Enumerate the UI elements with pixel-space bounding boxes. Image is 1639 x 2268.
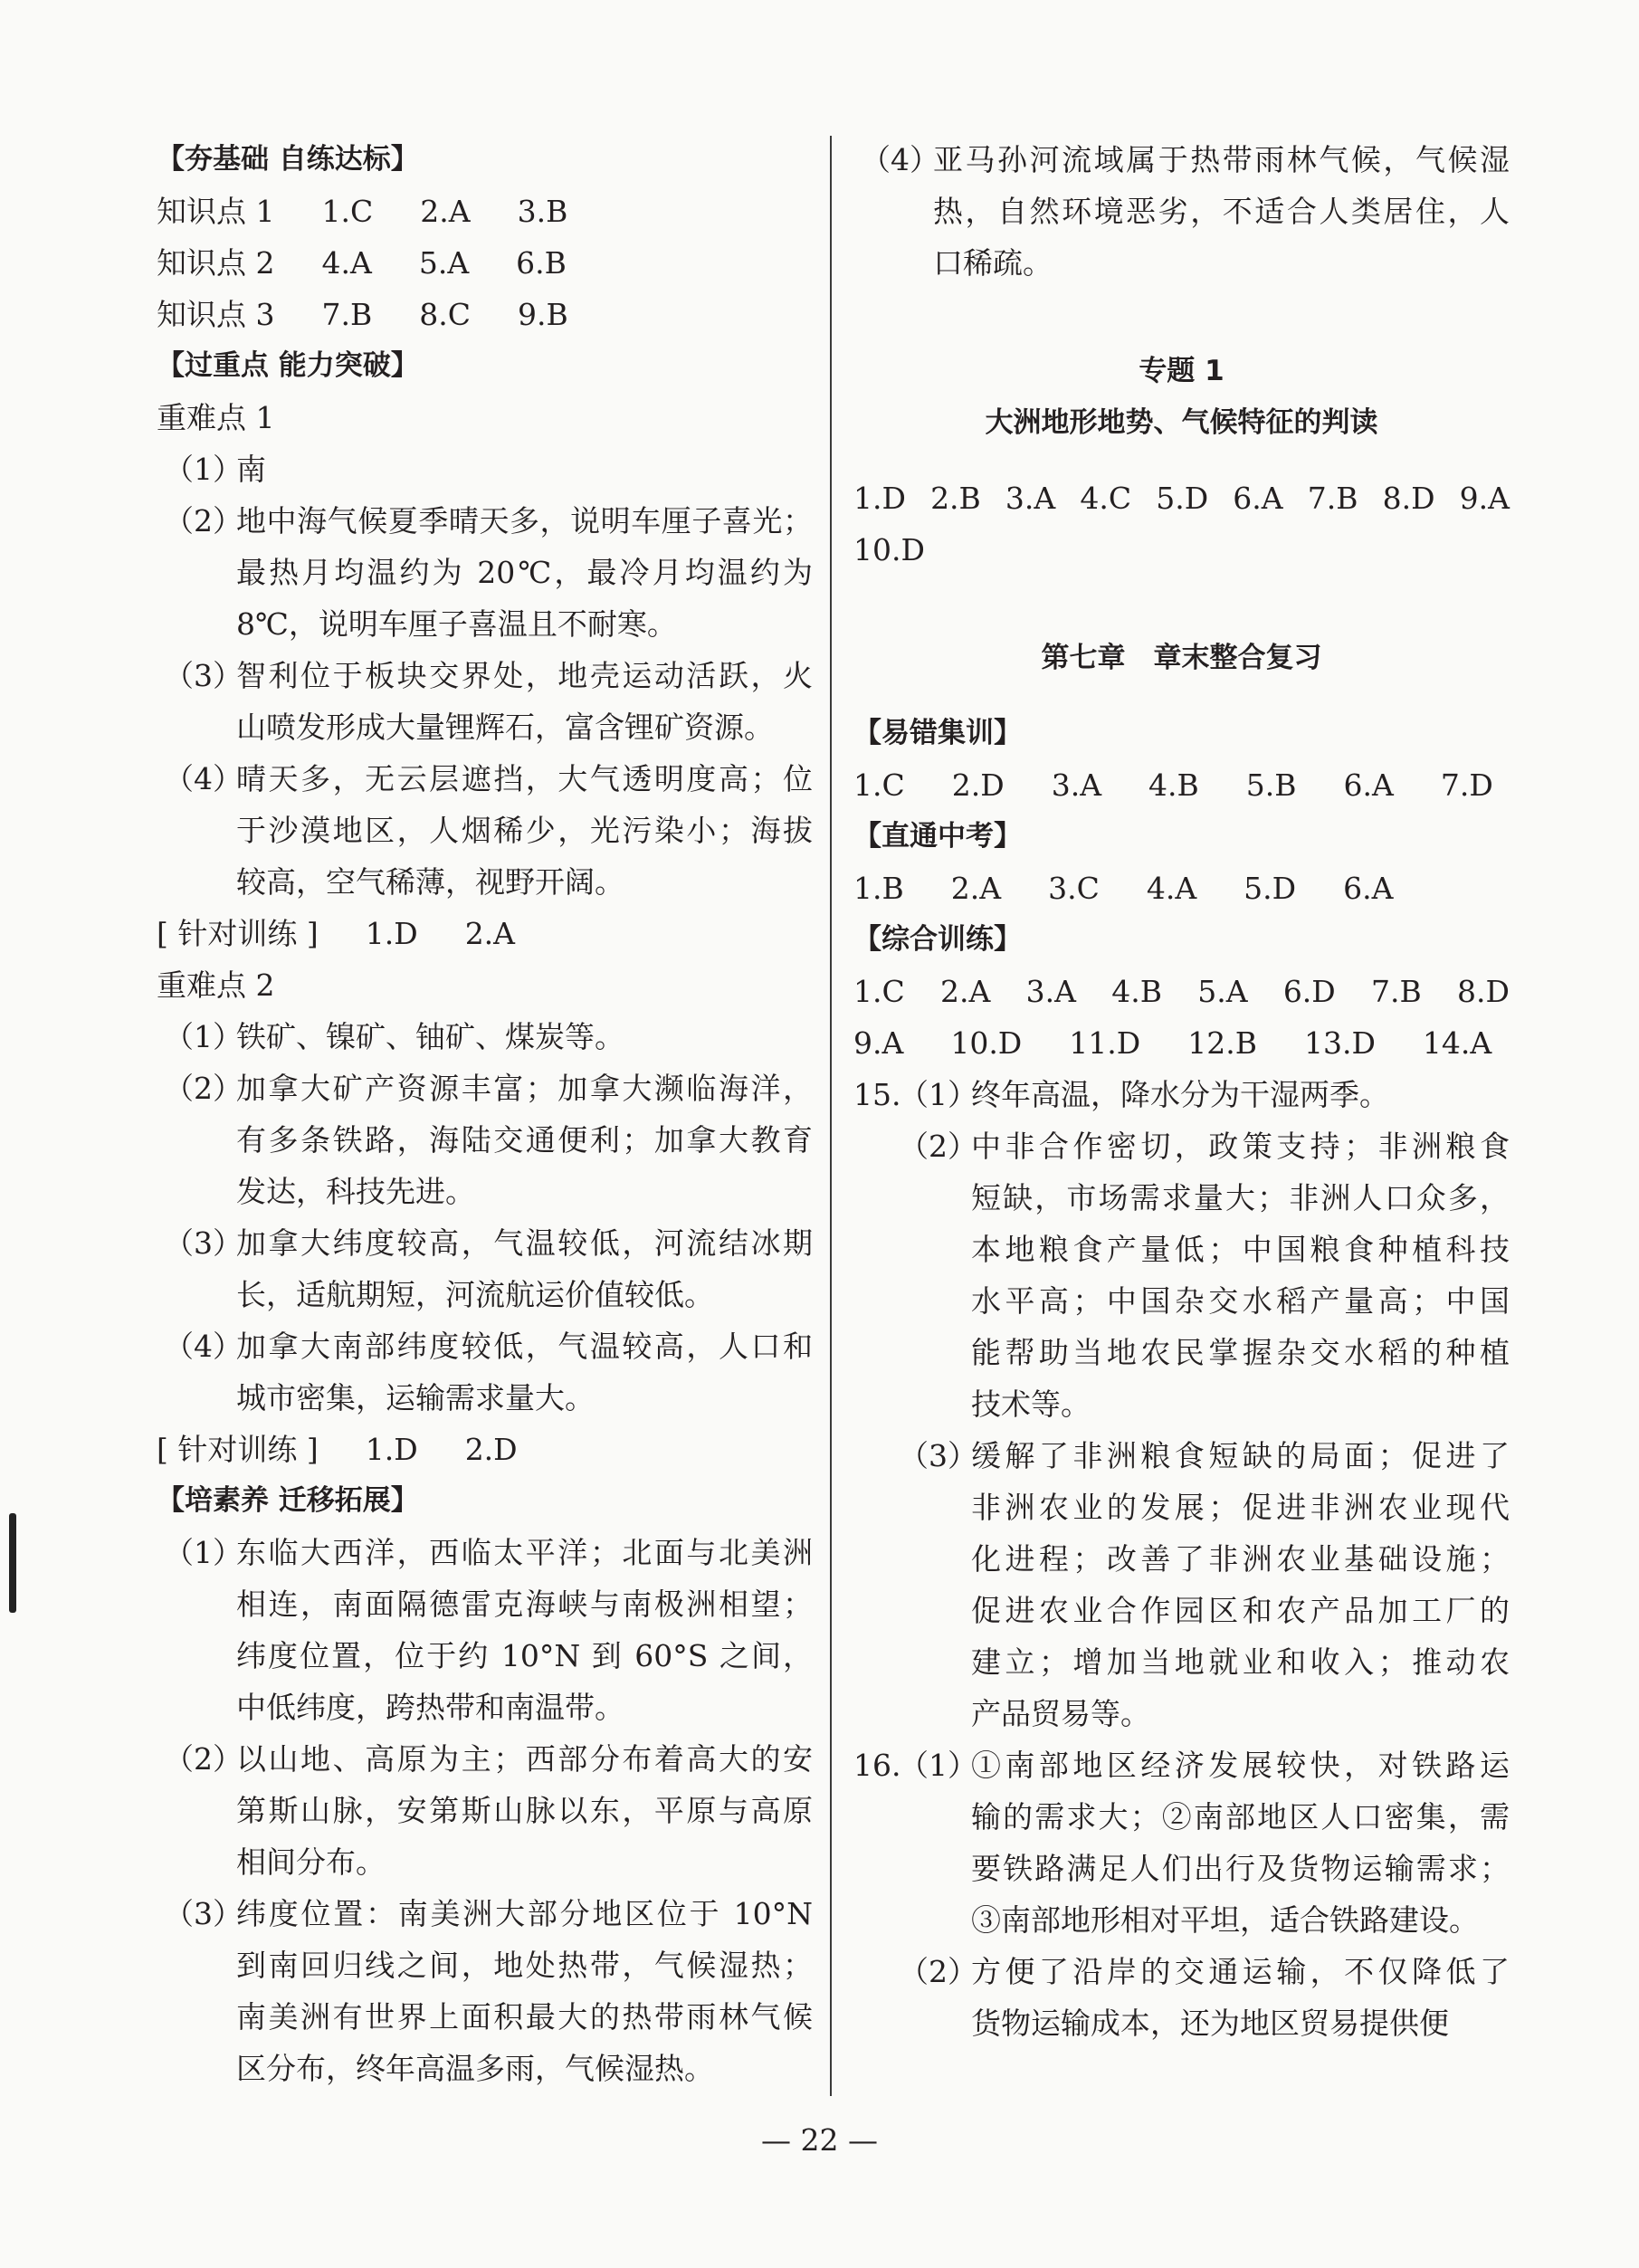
indent (164, 805, 236, 856)
answer-text: 较高，空气稀薄，视野开阔。 (236, 864, 624, 900)
indent (157, 2043, 164, 2094)
answer-choice: 7.B (1371, 974, 1422, 1009)
indent (853, 1585, 899, 1636)
indent (853, 1791, 899, 1843)
answer-text: 相间分布。 (236, 1844, 386, 1880)
answer-text: 方便了沿岸的交通运输，不仅降低了 (971, 1954, 1510, 1989)
indent (157, 1011, 164, 1063)
answer-line (157, 1733, 813, 1785)
indent (157, 1939, 164, 1991)
answer-line (853, 1946, 1510, 1997)
answer-line (157, 753, 813, 805)
answer-choice: 7.B (321, 297, 373, 332)
sub-question-label: （3） (164, 1225, 243, 1261)
answer-text: 热，自然环境恶劣，不适合人类居住，人 (933, 194, 1510, 229)
answer-item (157, 443, 813, 495)
indent (164, 598, 236, 650)
sub-question-label: （1） (899, 1748, 977, 1783)
indent (853, 186, 861, 237)
section-heading: 【培素养 迁移拓展】 (157, 1484, 419, 1517)
indent (157, 753, 164, 805)
answer-line (157, 495, 813, 547)
answer-line (853, 1997, 1510, 2049)
answer-choice: 1.D (365, 1432, 418, 1467)
answer-text: 非洲农业的发展；促进非洲农业现代 (971, 1490, 1510, 1525)
answer-choice: 6.D (1282, 974, 1336, 1009)
answer-text: 中非合作密切，政策支持；非洲粮食 (971, 1129, 1510, 1164)
indent (899, 1636, 971, 1688)
indent (899, 1482, 971, 1533)
answer-choice: 5.D (1244, 871, 1297, 906)
indent (157, 1888, 164, 1939)
answer-item (157, 753, 813, 908)
answer-text: 加拿大矿产资源丰富；加拿大濒临海洋， (236, 1071, 813, 1106)
answer-label: 知识点 2 (157, 245, 275, 281)
centered-title: 第七章 章末整合复习 (1041, 642, 1322, 674)
indent (164, 701, 236, 753)
answer-text: 晴天多，无云层遮挡，大气透明度高；位 (236, 761, 813, 796)
answer-choice: 3.A (1005, 481, 1056, 516)
sub-question-label: （2） (899, 1954, 977, 1989)
answer-text: 缓解了非洲粮食短缺的局面；促进了 (971, 1438, 1510, 1473)
answer-text: 促进农业合作园区和农产品加工厂的 (971, 1593, 1510, 1628)
answer-row (157, 237, 813, 289)
answer-choice: 7.B (1307, 481, 1358, 516)
answer-line (157, 1888, 813, 1939)
answer-choice: 5.D (1156, 481, 1209, 516)
answer-line (853, 1172, 1510, 1224)
indent (164, 1991, 236, 2043)
indent (157, 1217, 164, 1269)
indent (853, 1636, 899, 1688)
answer-text: 铁矿、镍矿、铀矿、煤炭等。 (236, 1019, 624, 1054)
answer-text: 智利位于板块交界处，地壳运动活跃，火 (236, 658, 813, 693)
answer-choice: 6.A (1343, 871, 1394, 906)
answer-choice: 2.A (940, 974, 991, 1009)
indent (157, 1114, 164, 1166)
indent (899, 1224, 971, 1275)
answer-choice: 1.D (365, 916, 418, 951)
answer-text: 货物运输成本，还为地区贸易提供便 (971, 2006, 1449, 2041)
indent (853, 1224, 899, 1275)
answer-line (157, 1166, 813, 1217)
answer-text: 最热月均温约为 20℃，最冷月均温约为 (236, 555, 813, 590)
sub-question-label: （3） (899, 1438, 977, 1473)
answer-line (157, 1114, 813, 1166)
sub-question-label: （4） (164, 761, 243, 796)
answer-line (157, 1011, 813, 1063)
answer-text: 发达，科技先进。 (236, 1174, 475, 1209)
sub-question-label: （1） (164, 1019, 243, 1054)
answer-choice: 7.D (1440, 767, 1493, 803)
answer-line (157, 1682, 813, 1733)
answer-line (157, 547, 813, 598)
answer-text: 要铁路满足人们出行及货物运输需求； (971, 1851, 1510, 1886)
answer-line (853, 1894, 1510, 1946)
answer-line (157, 650, 813, 701)
right-column (853, 134, 1510, 2049)
answer-text: ③南部地形相对平坦，适合铁路建设。 (971, 1902, 1479, 1938)
indent (853, 1482, 899, 1533)
answer-text: 区分布，终年高温多雨，气候湿热。 (236, 2051, 714, 2086)
answer-choice: 9.A (853, 1025, 904, 1061)
section-heading: 【综合训练】 (853, 923, 1022, 956)
answer-item (157, 1888, 813, 2094)
answer-text: ①南部地区经济发展较快，对铁路运 (971, 1748, 1510, 1783)
section-heading: 【易错集训】 (853, 717, 1022, 749)
answer-choice: 5.B (1245, 767, 1297, 803)
answer-text: 加拿大南部纬度较低，气温较高，人口和 (236, 1329, 813, 1364)
answer-row (157, 1424, 813, 1475)
answer-line (853, 1327, 1510, 1378)
answer-choice: 14.A (1422, 1025, 1492, 1061)
indent (157, 598, 164, 650)
indent (164, 2043, 236, 2094)
section-heading: 【过重点 能力突破】 (157, 349, 419, 382)
answer-line (853, 1843, 1510, 1894)
answer-line (853, 1482, 1510, 1533)
answer-row (853, 1017, 1510, 1069)
answer-text: 技术等。 (971, 1387, 1091, 1422)
answer-text: 于沙漠地区，人烟稀少，光污染小；海拔 (236, 813, 813, 848)
answer-text: 地中海气候夏季晴天多，说明车厘子喜光； (236, 503, 813, 538)
scan-mark (9, 1513, 16, 1613)
answer-item (157, 1011, 813, 1063)
answer-line (853, 1224, 1510, 1275)
answer-line (157, 1063, 813, 1114)
indent (853, 1275, 899, 1327)
indent (164, 1682, 236, 1733)
answer-line (853, 1636, 1510, 1688)
sub-question-label: （1） (164, 1535, 243, 1570)
answer-row (157, 186, 813, 237)
answer-item (157, 1217, 813, 1320)
answer-row (853, 759, 1510, 811)
answer-choice: 4.C (1080, 481, 1132, 516)
answer-choice: 10.D (950, 1025, 1023, 1061)
answer-text: 本地粮食产量低；中国粮食种植科技 (971, 1232, 1510, 1267)
indent (853, 134, 861, 186)
indent (157, 1527, 164, 1578)
indent (164, 1578, 236, 1630)
answer-choice: 10.D (853, 532, 925, 567)
answer-row (853, 966, 1510, 1017)
answer-choice: 6.B (516, 245, 567, 281)
answer-line (853, 1791, 1510, 1843)
indent (853, 1172, 899, 1224)
sub-question-label: （1） (164, 452, 243, 487)
section-heading: 【直通中考】 (853, 820, 1022, 853)
indent (157, 547, 164, 598)
indent (853, 1843, 899, 1894)
answer-line (157, 805, 813, 856)
sub-question-label: （4） (164, 1329, 243, 1364)
answer-text: 相连，南面隔德雷克海峡与南极洲相望； (236, 1587, 813, 1622)
answer-choice: 2.D (464, 1432, 518, 1467)
answer-item (157, 1733, 813, 1888)
answer-choice: 5.A (1197, 974, 1248, 1009)
answer-choice: 8.C (419, 297, 471, 332)
answer-choice: 3.B (517, 194, 568, 229)
answer-choice: 4.A (1146, 871, 1197, 906)
indent (853, 1688, 899, 1739)
answer-line (853, 1585, 1510, 1636)
sub-question-label: （2） (899, 1129, 977, 1164)
answer-choice: 12.B (1187, 1025, 1257, 1061)
answer-line (853, 1275, 1510, 1327)
answer-text: 城市密集，运输需求量大。 (236, 1380, 595, 1415)
answer-line (157, 1836, 813, 1888)
indent (853, 1894, 899, 1946)
answer-line (853, 1378, 1510, 1430)
sub-question-label: （2） (164, 503, 243, 538)
indent (157, 1578, 164, 1630)
answer-text: 能帮助当地农民掌握杂交水稻的种植 (971, 1335, 1510, 1370)
question-group (853, 1739, 1510, 2049)
indent (899, 1791, 971, 1843)
indent (853, 237, 861, 289)
indent (164, 1785, 236, 1836)
indent (157, 856, 164, 908)
answer-choice: 13.D (1303, 1025, 1376, 1061)
indent (157, 650, 164, 701)
answer-text: 第斯山脉，安第斯山脉以东，平原与高原 (236, 1793, 813, 1828)
answer-row (157, 908, 813, 959)
answer-choice: 3.C (1048, 871, 1100, 906)
indent (157, 1630, 164, 1682)
answer-text: 以山地、高原为主；西部分布着高大的安 (236, 1741, 813, 1777)
answer-choice: 4.A (321, 245, 372, 281)
answer-choice: 1.D (853, 481, 906, 516)
answer-line (853, 186, 1510, 237)
answer-text: 短缺，市场需求量大；非洲人口众多， (971, 1180, 1510, 1215)
answer-line (853, 1430, 1510, 1482)
answer-item (157, 1063, 813, 1217)
answer-row (853, 472, 1510, 524)
answer-choice: 6.A (1233, 481, 1283, 516)
indent (157, 1063, 164, 1114)
indent (899, 1894, 971, 1946)
centered-title: 大洲地形地势、气候特征的判读 (985, 406, 1378, 439)
answer-label: [ 针对训练 ] (157, 916, 319, 951)
answer-text: 纬度位置：南美洲大部分地区位于 10°N (236, 1896, 813, 1931)
sub-question-label: （2） (164, 1741, 243, 1777)
indent (861, 186, 933, 237)
answer-text: 长，适航期短，河流航运价值较低。 (236, 1277, 714, 1312)
indent (853, 1946, 899, 1997)
answer-text: 东临大西洋，西临太平洋；北面与北美洲 (236, 1535, 813, 1570)
indent (164, 1166, 236, 1217)
answer-text: 亚马孙河流域属于热带雨林气候，气候湿 (933, 142, 1510, 177)
sub-question-label: （4） (861, 142, 939, 177)
indent (157, 1836, 164, 1888)
indent (853, 1533, 899, 1585)
indent (164, 1114, 236, 1166)
page-number: — 22 — (761, 2122, 878, 2158)
answer-line (853, 1120, 1510, 1172)
sub-question-label: （3） (164, 1896, 243, 1931)
answer-line (157, 1372, 813, 1424)
answer-item (157, 1527, 813, 1733)
answer-line (853, 134, 1510, 186)
answer-choice: 2.A (420, 194, 471, 229)
indent (853, 1430, 899, 1482)
answer-line (157, 1578, 813, 1630)
column-divider (830, 136, 832, 2096)
subsection-title: 重难点 2 (157, 967, 275, 1003)
answer-choice: 2.A (464, 916, 516, 951)
indent (157, 1733, 164, 1785)
answer-line (157, 1785, 813, 1836)
answer-text: 化进程；改善了非洲农业基础设施； (971, 1541, 1510, 1577)
sub-question-label: （1） (899, 1077, 977, 1112)
answer-text: 纬度位置，位于约 10°N 到 60°S 之间， (236, 1638, 813, 1673)
answer-text: 产品贸易等。 (971, 1696, 1150, 1731)
answer-text: 口稀疏。 (933, 245, 1053, 281)
answer-line (157, 1991, 813, 2043)
answer-choice: 3.A (1025, 974, 1076, 1009)
answer-label: 知识点 3 (157, 297, 275, 332)
indent (157, 443, 164, 495)
indent (899, 1688, 971, 1739)
answer-line (157, 2043, 813, 2094)
answer-line (157, 1630, 813, 1682)
answer-label: [ 针对训练 ] (157, 1432, 319, 1467)
indent (157, 1320, 164, 1372)
answer-choice: 4.B (1111, 974, 1162, 1009)
answer-row (157, 289, 813, 340)
answer-line (853, 1069, 1510, 1120)
answer-choice: 8.D (1382, 481, 1435, 516)
answer-line (157, 1939, 813, 1991)
answer-line (157, 1527, 813, 1578)
answer-text: 到南回归线之间，地处热带，气候湿热； (236, 1948, 813, 1983)
answer-choice: 6.A (1343, 767, 1394, 803)
answer-choice: 9.B (518, 297, 568, 332)
answer-label: 知识点 1 (157, 194, 275, 229)
indent (899, 1533, 971, 1585)
answer-choice: 9.A (1459, 481, 1510, 516)
answer-text: 有多条铁路，海陆交通便利；加拿大教育 (236, 1122, 813, 1158)
indent (164, 1372, 236, 1424)
answer-row (853, 862, 1510, 914)
answer-text: 南美洲有世界上面积最大的热带雨林气候 (236, 1999, 813, 2035)
answer-line (157, 443, 813, 495)
answer-line (157, 1269, 813, 1320)
answer-text: 8℃，说明车厘子喜温且不耐寒。 (236, 606, 677, 642)
question-number: 16. (853, 1748, 901, 1783)
subsection-title: 重难点 1 (157, 400, 275, 435)
answer-line (853, 1739, 1510, 1791)
indent (164, 856, 236, 908)
indent (157, 805, 164, 856)
indent (861, 237, 933, 289)
centered-title: 专题 1 (1139, 355, 1224, 387)
indent (853, 1120, 899, 1172)
answer-line (157, 701, 813, 753)
answer-choice: 3.A (1051, 767, 1102, 803)
answer-text: 加拿大纬度较高，气温较低，河流结冰期 (236, 1225, 813, 1261)
answer-item (157, 1320, 813, 1424)
indent (899, 1585, 971, 1636)
sub-question-label: （3） (164, 658, 243, 693)
answer-choice: 4.B (1148, 767, 1199, 803)
answer-item (853, 134, 1510, 289)
indent (899, 1275, 971, 1327)
question-number: 15. (853, 1077, 901, 1112)
indent (157, 1991, 164, 2043)
sub-question-label: （2） (164, 1071, 243, 1106)
indent (157, 1682, 164, 1733)
indent (164, 1939, 236, 1991)
answer-text: 山喷发形成大量锂辉石，富含锂矿资源。 (236, 710, 774, 745)
indent (853, 1378, 899, 1430)
answer-text: 南 (236, 452, 266, 487)
answer-choice: 1.C (853, 767, 905, 803)
answer-choice: 1.B (853, 871, 904, 906)
indent (157, 701, 164, 753)
answer-text: 输的需求大；②南部地区人口密集，需 (971, 1799, 1510, 1834)
answer-item (157, 495, 813, 650)
answer-choice: 1.C (853, 974, 905, 1009)
answer-line (157, 856, 813, 908)
answer-choice: 1.C (321, 194, 374, 229)
answer-line (157, 1217, 813, 1269)
answer-text: 水平高；中国杂交水稻产量高；中国 (971, 1283, 1510, 1319)
indent (899, 1172, 971, 1224)
answer-text: 终年高温，降水分为干湿两季。 (971, 1077, 1389, 1112)
indent (157, 1166, 164, 1217)
answer-choice: 2.D (951, 767, 1005, 803)
answer-choice: 2.A (950, 871, 1002, 906)
indent (164, 1836, 236, 1888)
indent (853, 1997, 899, 2049)
answer-choice: 2.B (930, 481, 981, 516)
indent (164, 547, 236, 598)
left-column (157, 134, 813, 2094)
indent (157, 495, 164, 547)
answer-line (853, 1533, 1510, 1585)
answer-line (157, 1320, 813, 1372)
answer-choice: 11.D (1069, 1025, 1141, 1061)
answer-item (157, 650, 813, 753)
answer-choice: 8.D (1457, 974, 1510, 1009)
indent (157, 1785, 164, 1836)
answer-row (853, 524, 1510, 576)
section-heading: 【夯基础 自练达标】 (157, 143, 419, 176)
indent (164, 1630, 236, 1682)
answer-text: 建立；增加当地就业和收入；推动农 (971, 1644, 1510, 1680)
indent (899, 1997, 971, 2049)
question-group (853, 1069, 1510, 1739)
indent (899, 1843, 971, 1894)
answer-choice: 5.A (418, 245, 470, 281)
indent (157, 1372, 164, 1424)
indent (899, 1378, 971, 1430)
indent (164, 1269, 236, 1320)
answer-text: 中低纬度，跨热带和南温带。 (236, 1690, 624, 1725)
answer-line (853, 237, 1510, 289)
answer-line (853, 1688, 1510, 1739)
answer-line (157, 598, 813, 650)
indent (899, 1327, 971, 1378)
indent (853, 1327, 899, 1378)
indent (157, 1269, 164, 1320)
